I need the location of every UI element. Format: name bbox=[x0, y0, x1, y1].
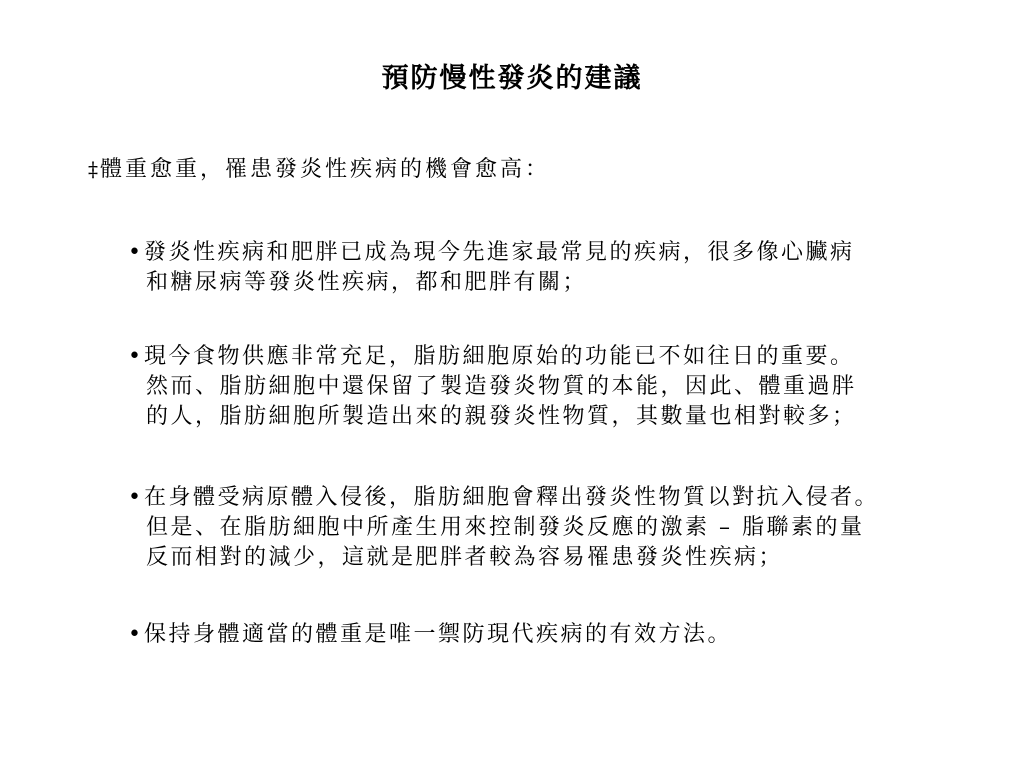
double-dagger-marker: ‡ bbox=[88, 157, 98, 181]
bullet-dot-icon: • bbox=[128, 240, 141, 265]
bullet-line: 反而相對的減少，這就是肥胖者較為容易罹患發炎性疾病； bbox=[146, 545, 784, 570]
bullet-dot-icon: • bbox=[128, 622, 141, 647]
bullet-item bbox=[128, 342, 1008, 432]
bullet-dot-icon: • bbox=[128, 344, 141, 369]
bullet-line: 現今食物供應非常充足，脂肪細胞原始的功能已不如往日的重要。 bbox=[144, 344, 855, 369]
bullet-item bbox=[128, 238, 1008, 298]
section-heading-text: 體重愈重，罹患發炎性疾病的機會愈高： bbox=[100, 157, 551, 182]
bullet-line: 的人，脂肪細胞所製造出來的親發炎性物質，其數量也相對較多； bbox=[146, 404, 857, 429]
bullet-line: 發炎性疾病和肥胖已成為現今先進家最常見的疾病，很多像心臟病 bbox=[144, 240, 855, 265]
slide-title: 預防慢性發炎的建議 bbox=[381, 63, 643, 94]
bullet-line: 然而、脂肪細胞中還保留了製造發炎物質的本能，因此、體重過胖 bbox=[146, 374, 857, 399]
section-heading bbox=[88, 154, 550, 185]
bullet-line: 在身體受病原體入侵後，脂肪細胞會釋出發炎性物質以對抗入侵者。 bbox=[144, 485, 880, 510]
bullet-line: 保持身體適當的體重是唯一禦防現代疾病的有效方法。 bbox=[144, 622, 733, 647]
bullet-line: 和糖尿病等發炎性疾病，都和肥胖有關； bbox=[146, 270, 588, 295]
bullet-item bbox=[128, 483, 1008, 573]
bullet-line: 但是、在脂肪細胞中所產生用來控制發炎反應的激素 – 脂聯素的量 bbox=[146, 515, 865, 540]
bullet-dot-icon: • bbox=[128, 485, 141, 510]
bullet-item bbox=[128, 620, 1008, 650]
